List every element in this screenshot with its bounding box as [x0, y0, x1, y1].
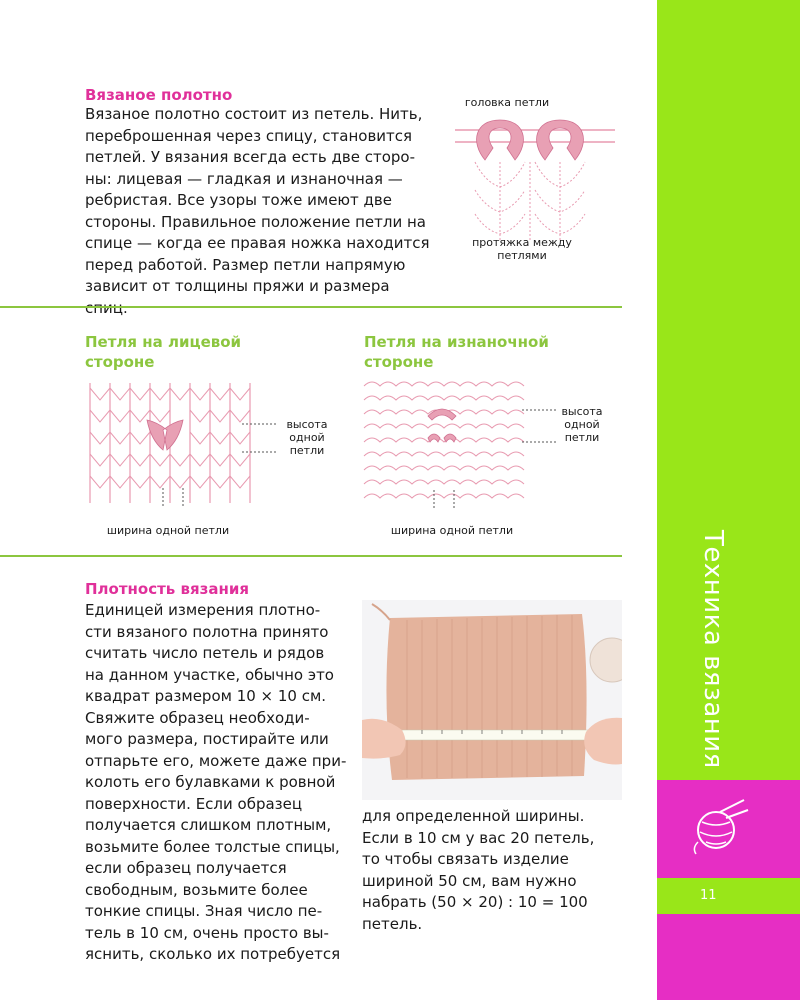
front-loop-diagram	[85, 378, 260, 508]
density-heading: Плотность вязания	[85, 580, 249, 598]
page-number: 11	[700, 888, 717, 903]
back-loop-diagram	[362, 378, 530, 508]
loop-head-shape-2	[537, 120, 584, 160]
sidebar-title: Техника вязания	[698, 530, 728, 769]
loop-head-shape-1	[477, 120, 524, 160]
divider-1	[0, 306, 622, 308]
loop-head-label: головка петли	[464, 96, 550, 109]
fabric-text: Вязаное полотно состоит из петель. Нить, переброшенная через спицу, становится петлей. У вязания всегда есть две сторо- ны: лицевая — гладкая и изнаночная — ребристая. Все узоры тоже имеют две стороны. Правильное положение петли на спице — когда ее правая ножка находится перед работой. Размер петли напрямую зависит от толщины пряжи и размера	[85, 105, 430, 295]
back-width-label: ширина одной петли	[390, 524, 514, 537]
loop-bar-label: протяжка между петлями	[472, 236, 572, 262]
front-width-label: ширина одной петли	[106, 524, 230, 537]
sidebar-green-band	[657, 0, 800, 780]
yarn-ball-icon	[690, 798, 750, 858]
divider-2	[0, 555, 622, 557]
front-height-label: высота одной петли	[286, 418, 328, 457]
knitted-swatch-photo	[362, 600, 622, 800]
density-text-left: Единицей измерения плотно- сти вязаного полотна принято считать число петель и рядов на данном участке, обычно это квадрат размером 10 × 10 см. Свяжите образец необходи- мого размера, постирайте или отпарьте его, можете даже при- колоть его булавками к ровной поверхности. Если образец получается слишком плотным, возьмите более толстые спицы, если образец получается свободным, возьмите более тонкие спицы. Зная число пе- тель в 10 см, очень просто вы- яснить, сколько их потребуется	[85, 601, 347, 963]
back-height-label: высота одной петли	[561, 405, 603, 444]
fabric-heading: Вязаное полотно	[85, 86, 233, 104]
highlighted-front-loop	[147, 420, 183, 450]
fabric-diagram	[455, 112, 615, 242]
back-loop-heading: Петля на изнаночной стороне	[364, 333, 549, 371]
front-loop-heading: Петля на лицевой стороне	[85, 333, 242, 371]
page-number-strip	[657, 878, 800, 914]
density-text-right: для определенной ширины. Если в 10 см у вас 20 петель, то чтобы связать изделие шириной 50 см, вам нужно набрать (50 × 20) : 10 = 100 петель.	[362, 807, 595, 933]
front-height-marker	[240, 418, 280, 458]
